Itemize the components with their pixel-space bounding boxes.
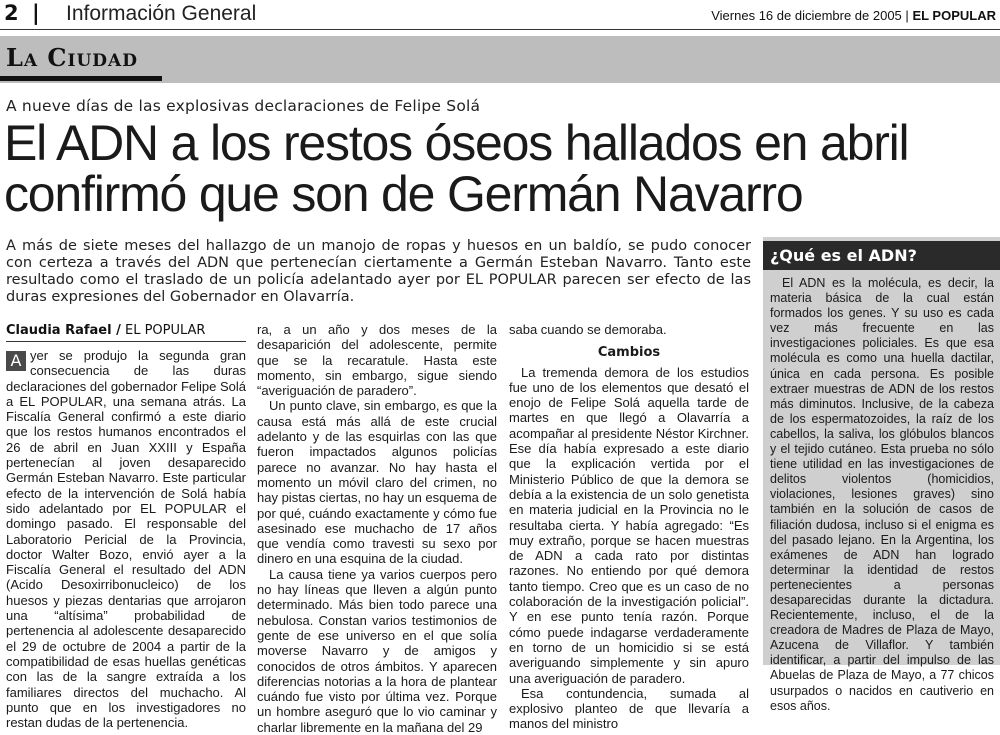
page-header: [0, 0, 1000, 30]
byline-outlet: EL POPULAR: [124, 323, 206, 338]
sidebar-box-body: El ADN es la molécula, es decir, la materia básica de la cual están formados los genes. Y su uso es cada vez más frecuente en las investigaciones policiales. Es que esa molécula es como una huella dactilar, única en cada persona. Es posible extraer muestras de ADN de los restos más diminutos. Inclusive, de la cabeza de los espermatozoides, la raíz de los cabellos, la saliva, los glóbulos blancos y el tejido cutáneo. Esta prueba no sólo tiene utilidad en las investigaciones de delitos violentos (homicidios, violaciones, lesiones graves) sino también en la solución de casos de filiación dudosa, incluso si el enigma es del pasado lejano. En la Argentina, los exámenes de ADN han logrado determinar la identidad de restos pertenecientes a personas desaparecidas durante la dictadura. Recientemente, incluso, el de la creadora de Madres de Plaza de Mayo, Azucena de Villaflor. Y también identificar, a partir del impulso de las Abuelas de Plaza de Mayo, a 77 chicos usurpados o nacidos en cautiverio en esos años.: [770, 276, 994, 713]
column-1-text: yer se produjo la segunda gran consecuencia de las duras declaraciones del gobernador Felipe Solá a EL POPULAR, una semana atrás. La Fiscalía General confirmó a este diario que los restos humanos encontrados el 26 de abril en Juan XXIII y España pertenecían al joven desaparecido Germán Esteban Navarro. Este particular efecto de la intervención de Solá había sido adelantado por EL POPULAR el domingo pasado. El responsable del Laboratorio Pericial de la Provincia, doctor Walter Bozo, envió ayer a la Fiscalía General el resultado del ADN (Acido Desoxirribonucleico) de los huesos y piezas dentarias que arrojaron una “altísima” probabilidad de pertenencia al adolescente desaparecido el 29 de octubre de 2004 a partir de la compatibilidad de esas huellas genéticas con las de la sangre extraída a los familiares directos del muchacho. Al punto que en los investigadores no restan dudas de la pertenencia.: [6, 348, 246, 731]
article-column-3: [509, 322, 749, 732]
newspaper-name: EL POPULAR: [912, 8, 996, 23]
page-number: 2: [4, 1, 19, 25]
article-column-1: [6, 348, 246, 730]
drop-cap: A: [6, 351, 26, 371]
column-subhead: Cambios: [597, 345, 661, 361]
byline-rule: [6, 341, 246, 342]
section-underline: [0, 76, 162, 81]
header-dateline: [711, 8, 996, 23]
header-date: Viernes 16 de diciembre de 2005: [711, 8, 902, 23]
article-kicker: A nueve días de las explosivas declaraciones de Felipe Solá: [6, 97, 481, 115]
column-2-paragraph: Un punto clave, sin embargo, es que la causa está más allá de este crucial adelanto y de las esquirlas con las que fueron impactados algunos policías parece no avanzar. No hay hasta el momento un móvil claro del crimen, no hay pistas ciertas, no hay un esquema de por qué, cuándo exactamente y cómo fue asesinado ese muchacho de 17 años que vendía como travesti su sexo por dinero en una esquina de la ciudad.: [257, 398, 497, 567]
header-section-title: Información General: [66, 2, 257, 25]
article-headline: El ADN a los restos óseos hallados en abril confirmó que son de Germán Navarro: [4, 115, 909, 222]
article-lead: A más de siete meses del hallazgo de un manojo de ropas y huesos en un baldío, se pudo conocer con certeza a través del ADN que pertenecían ciertamente a Germán Esteban Navarro. Tanto este resultado como el traslado de un policía adelantado ayer por EL POPULAR parecen ser efecto de las duras expresiones del Gobernador en Olavarría.: [6, 238, 751, 305]
column-1-paragraph: [6, 348, 246, 730]
column-3-paragraph: saba cuando se demoraba.: [509, 322, 667, 337]
header-separator: |: [32, 1, 40, 25]
column-2-paragraph: ra, a un año y dos meses de la desaparición del adolescente, permite que se la recaratule. Hasta este momento, sin embargo, sigue siendo “averiguación de paradero”.: [257, 322, 497, 399]
sidebar-box-title: ¿Qué es el ADN?: [763, 241, 1000, 270]
article-column-2: [257, 322, 497, 735]
column-3-paragraph: La tremenda demora de los estudios fue uno de los elementos que desató el enojo de Felipe Solá aquella tarde de martes en que llegó a Olavarría a acompañar al presidente Néstor Kirchner. Ese día había expresado a este diario que la explicación vertida por el Ministerio Público de que la demora se debía a la existencia de un solo genetista en materia judicial en la Provincia no le resultaba cierta. Y había agregado: “Es muy extraño, porque se hacen muestras de ADN a cada rato por distintas razones. No entiendo por qué demora tanto tiempo. Creo que es un caso de no colaboración de la investigación policial”. Y en ese punto tenía razón. Porque cómo puede indagarse verdaderamente en torno de un homicidio si se está averiguando simplemente y sin apuro una averiguación de paradero.: [509, 364, 749, 686]
byline: [6, 323, 205, 338]
dateline-separator: |: [905, 8, 909, 23]
column-2-paragraph: La causa tiene ya varios cuerpos pero no hay líneas que lleven a algún punto determinado. Más bien todo parece una nebulosa. Constan varios testimonios de gente de ese universo en el que solía moverse Navarro y de amigos y conocidos de otros ámbitos. Y aparecen diferencias notorias a la hora de plantear cuándo fue visto por última vez. Porque un hombre aseguró que lo vio caminar y charlar libremente en la mañana del 29: [257, 566, 497, 735]
byline-author: Claudia Rafael /: [6, 323, 121, 338]
column-3-paragraph: Esa contundencia, sumada al explosivo planteo de que llevaría a manos del ministro: [509, 685, 749, 732]
section-label: La Ciudad: [6, 43, 138, 72]
